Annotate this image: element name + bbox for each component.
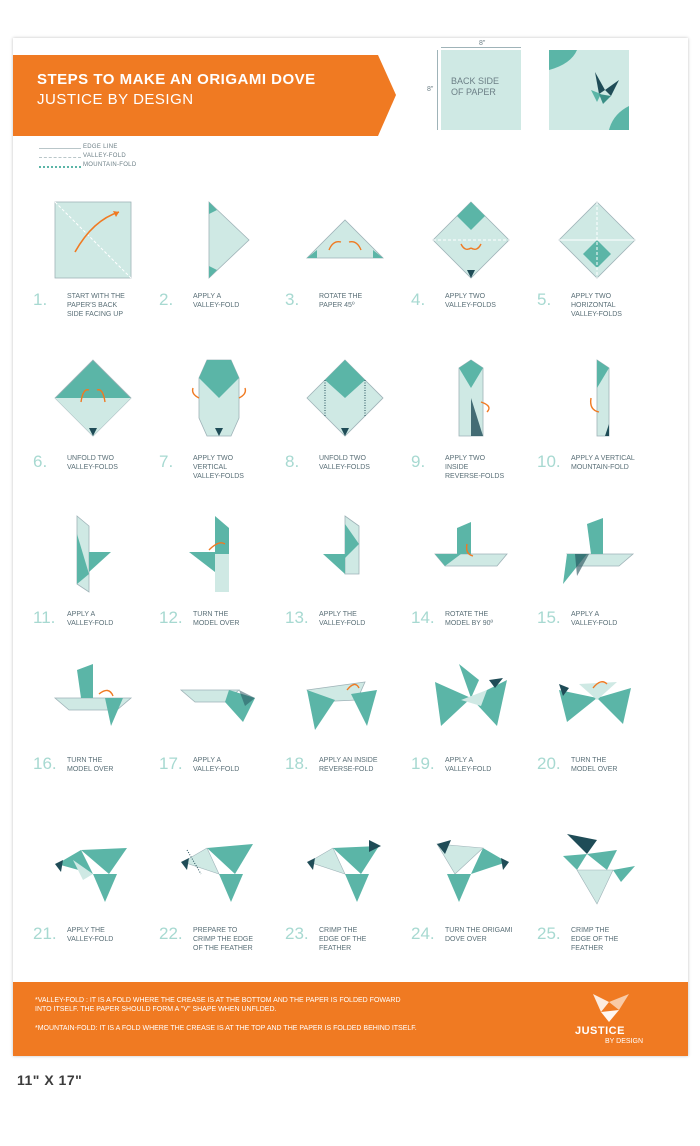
step-description-line: DOVE OVER xyxy=(445,936,487,943)
paper-back-side xyxy=(441,50,521,130)
step-description-line: APPLY A xyxy=(571,611,600,618)
step-description-line: VALLEY-FOLD xyxy=(67,936,114,943)
step-description-line: VALLEY-FOLDS xyxy=(571,311,622,318)
step-21-diagram xyxy=(53,830,133,915)
step-description xyxy=(571,610,617,628)
paper-front-side xyxy=(549,50,629,130)
legend-valley xyxy=(39,153,179,162)
step-number: 19. xyxy=(411,754,435,773)
step-4-diagram xyxy=(431,200,511,285)
step-23-diagram xyxy=(305,830,385,915)
step-description xyxy=(445,610,493,628)
legend-mountain-label: MOUNTAIN-FOLD xyxy=(83,162,137,168)
step-description xyxy=(319,756,378,774)
step-description-line: REVERSE-FOLD xyxy=(319,766,374,773)
step-description-line: VALLEY-FOLD xyxy=(67,620,114,627)
step-description xyxy=(67,926,113,944)
step-number: 3. xyxy=(285,290,300,309)
step-description xyxy=(571,756,617,774)
step-2-diagram xyxy=(179,200,259,285)
step-number: 5. xyxy=(537,290,552,309)
page-title: STEPS TO MAKE AN ORIGAMI DOVE xyxy=(37,71,316,88)
step-16-diagram xyxy=(53,660,133,745)
step-description-line: VALLEY-FOLDS xyxy=(67,464,118,471)
step-description-line: VALLEY-FOLD xyxy=(193,302,240,309)
step-description-line: MODEL OVER xyxy=(67,766,114,773)
legend-edge-label: EDGE LINE xyxy=(83,144,118,150)
step-17-diagram xyxy=(179,660,259,745)
paper-width-line xyxy=(441,47,521,48)
step-number: 14. xyxy=(411,608,435,627)
step-description-line: HORIZONTAL xyxy=(571,302,616,309)
dove-logo-icon xyxy=(585,990,635,1024)
step-description-line: APPLY A xyxy=(67,611,96,618)
step-description-line: MODEL OVER xyxy=(193,620,240,627)
step-description xyxy=(571,926,618,953)
step-5-diagram xyxy=(557,200,637,285)
step-description-line: VALLEY-FOLDS xyxy=(319,464,370,471)
step-description-line: CRIMP THE xyxy=(319,927,358,934)
step-description xyxy=(571,454,635,472)
step-description xyxy=(67,454,118,472)
step-number: 15. xyxy=(537,608,561,627)
step-description-line: MOUNTAIN-FOLD xyxy=(571,464,629,471)
step-description xyxy=(193,610,239,628)
valley-note-line1: *VALLEY-FOLD : IT IS A FOLD WHERE THE CREASE IS AT THE BOTTOM AND THE PAPER IS FOLDED FOWARD xyxy=(35,997,401,1004)
step-description-line: VALLEY-FOLD xyxy=(319,620,366,627)
step-number: 18. xyxy=(285,754,309,773)
step-1-diagram xyxy=(53,200,133,285)
line-legend xyxy=(39,144,179,171)
step-description xyxy=(67,610,113,628)
legend-valley-label: VALLEY-FOLD xyxy=(83,153,126,159)
step-number: 24. xyxy=(411,924,435,943)
step-description-line: VALLEY-FOLD xyxy=(445,766,492,773)
legend-mountain xyxy=(39,162,179,171)
step-description-line: FEATHER xyxy=(571,945,604,952)
step-number: 2. xyxy=(159,290,174,309)
step-description-line: ROTATE THE xyxy=(319,293,363,300)
step-description-line: TURN THE ORIGAMI xyxy=(445,927,513,934)
dove-mark-icon xyxy=(549,50,629,130)
step-description-line: APPLY TWO xyxy=(445,293,486,300)
step-description-line: APPLY THE xyxy=(319,611,357,618)
step-description-line: FEATHER xyxy=(319,945,352,952)
step-number: 13. xyxy=(285,608,309,627)
step-description-line: APPLY AN INSIDE xyxy=(319,757,378,764)
step-description-line: VALLEY-FOLDS xyxy=(445,302,496,309)
footer-band xyxy=(13,982,688,1056)
paper-width-label: 8" xyxy=(479,40,486,47)
step-9-diagram xyxy=(431,358,511,443)
title-banner xyxy=(13,55,396,136)
step-number: 11. xyxy=(33,608,56,627)
poster-size-label: 11" X 17" xyxy=(17,1072,83,1088)
step-description-line: APPLY A xyxy=(193,293,222,300)
step-description xyxy=(193,756,239,774)
step-19-diagram xyxy=(431,660,511,745)
step-description xyxy=(193,454,244,481)
step-description-line: APPLY TWO xyxy=(193,455,234,462)
step-description-line: TURN THE xyxy=(193,611,229,618)
poster xyxy=(13,38,688,1056)
step-description-line: PAPER 45º xyxy=(319,302,355,309)
step-description-line: APPLY A xyxy=(193,757,222,764)
step-description xyxy=(319,292,362,310)
step-number: 16. xyxy=(33,754,57,773)
step-description-line: VERTICAL xyxy=(193,464,228,471)
step-description-line: VALLEY-FOLDS xyxy=(193,473,244,480)
step-14-diagram xyxy=(431,514,511,599)
step-description xyxy=(319,610,365,628)
step-description xyxy=(319,926,366,953)
step-description-line: PREPARE TO xyxy=(193,927,238,934)
paper-back-line2: OF PAPER xyxy=(451,87,496,97)
step-description-line: REVERSE-FOLDS xyxy=(445,473,505,480)
valley-note-line2: INTO ITSELF. THE PAPER SHOULD FORM A "V" SHAPE WHEN UNFLDED. xyxy=(35,1006,277,1013)
step-number: 10. xyxy=(537,452,561,471)
mountain-fold-note: *MOUNTAIN-FOLD: IT IS A FOLD WHERE THE CREASE IS AT THE TOP AND THE PAPER IS FOLDED BEHIND ITSELF. xyxy=(35,1025,417,1032)
step-10-diagram xyxy=(557,358,637,443)
step-number: 17. xyxy=(159,754,183,773)
step-8-diagram xyxy=(305,358,385,443)
step-number: 20. xyxy=(537,754,561,773)
step-description-line: TURN THE xyxy=(67,757,103,764)
paper-height-line xyxy=(437,50,438,130)
step-description-line: UNFOLD TWO xyxy=(319,455,366,462)
step-number: 9. xyxy=(411,452,426,471)
paper-height-label: 8" xyxy=(427,86,434,93)
step-22-diagram xyxy=(179,830,259,915)
page-subtitle: JUSTICE BY DESIGN xyxy=(37,91,194,108)
step-description xyxy=(445,926,513,944)
step-number: 6. xyxy=(33,452,48,471)
step-description-line: APPLY THE xyxy=(67,927,105,934)
step-number: 4. xyxy=(411,290,426,309)
step-11-diagram xyxy=(53,514,133,599)
step-description-line: MODEL BY 90º xyxy=(445,620,494,627)
step-13-diagram xyxy=(305,514,385,599)
step-description-line: APPLY A xyxy=(445,757,474,764)
step-description xyxy=(571,292,622,319)
step-3-diagram xyxy=(305,200,385,285)
step-description xyxy=(193,926,253,953)
logo-text: JUSTICE xyxy=(575,1025,625,1037)
step-description xyxy=(445,292,496,310)
step-number: 1. xyxy=(33,290,48,309)
step-15-diagram xyxy=(557,514,637,599)
step-description-line: VALLEY-FOLD xyxy=(193,766,240,773)
step-number: 23. xyxy=(285,924,309,943)
step-description-line: EDGE OF THE xyxy=(319,936,367,943)
step-description-line: CRIMP THE EDGE xyxy=(193,936,254,943)
step-12-diagram xyxy=(179,514,259,599)
step-25-diagram xyxy=(557,830,637,915)
paper-back-line1: BACK SIDE xyxy=(451,76,500,86)
step-description xyxy=(319,454,370,472)
step-description xyxy=(445,454,504,481)
step-description-line: VALLEY-FOLD xyxy=(571,620,618,627)
step-24-diagram xyxy=(431,830,511,915)
step-description-line: MODEL OVER xyxy=(571,766,618,773)
step-20-diagram xyxy=(557,660,637,745)
step-description-line: UNFOLD TWO xyxy=(67,455,114,462)
step-18-diagram xyxy=(305,660,385,745)
step-6-diagram xyxy=(53,358,133,443)
step-description-line: EDGE OF THE xyxy=(571,936,619,943)
step-description-line: START WITH THE xyxy=(67,293,125,300)
step-description-line: TURN THE xyxy=(571,757,607,764)
step-description xyxy=(67,756,113,774)
step-number: 25. xyxy=(537,924,561,943)
step-description-line: SIDE FACING UP xyxy=(67,311,124,318)
step-number: 8. xyxy=(285,452,300,471)
step-description xyxy=(193,292,239,310)
step-description-line: APPLY A VERTICAL xyxy=(571,455,635,462)
logo-subtext: BY DESIGN xyxy=(605,1038,643,1045)
step-description-line: APPLY TWO xyxy=(445,455,486,462)
brand-logo xyxy=(575,990,665,1050)
step-description-line: INSIDE xyxy=(445,464,469,471)
step-number: 22. xyxy=(159,924,183,943)
step-description xyxy=(67,292,125,319)
step-description-line: OF THE FEATHER xyxy=(193,945,253,952)
step-description-line: APPLY TWO xyxy=(571,293,612,300)
step-description-line: CRIMP THE xyxy=(571,927,610,934)
step-number: 21. xyxy=(33,924,57,943)
step-7-diagram xyxy=(179,358,259,443)
step-description-line: PAPER'S BACK xyxy=(67,302,118,309)
step-description-line: ROTATE THE xyxy=(445,611,489,618)
legend-edge xyxy=(39,144,179,153)
step-number: 12. xyxy=(159,608,183,627)
step-number: 7. xyxy=(159,452,174,471)
step-description xyxy=(445,756,491,774)
valley-fold-note xyxy=(35,996,485,1014)
